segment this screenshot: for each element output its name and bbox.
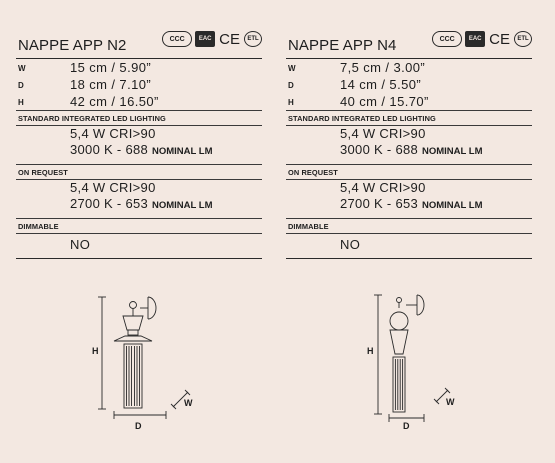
request-unit: NOMINAL LM — [151, 200, 213, 211]
etl-mark-icon: ETL — [514, 31, 532, 47]
dimension-key: H — [18, 98, 24, 107]
standard-lighting-heading: STANDARD INTEGRATED LED LIGHTING — [18, 114, 166, 123]
dimension-row-h — [286, 93, 532, 110]
dimension-row-h — [16, 93, 262, 110]
standard-temp-line — [340, 142, 532, 160]
on-request-values — [16, 180, 262, 214]
certification-marks — [162, 31, 262, 47]
drawing-label-w: W — [446, 397, 455, 407]
etl-mark-icon: ETL — [244, 31, 262, 47]
product-title: NAPPE APP N4 — [288, 37, 397, 54]
spec-header — [286, 0, 532, 58]
request-power: 5,4 W CRI>90 — [340, 180, 426, 195]
request-unit: NOMINAL LM — [421, 200, 483, 211]
dimmable-heading: DIMMABLE — [288, 222, 329, 231]
standard-lighting-heading: STANDARD INTEGRATED LED LIGHTING — [288, 114, 436, 123]
dimmable-value: NO — [70, 237, 91, 252]
technical-drawing-n2 — [88, 290, 238, 440]
drawing-label-h: H — [92, 346, 99, 356]
standard-temp: 3000 K - 688 — [70, 142, 149, 157]
product-spec-n2 — [16, 0, 262, 259]
dimension-row-w — [286, 59, 532, 76]
dimension-row-d — [286, 76, 532, 93]
divider — [286, 258, 532, 259]
product-title: NAPPE APP N2 — [18, 37, 127, 54]
on-request-values — [286, 180, 532, 214]
technical-drawing-n4 — [362, 290, 512, 440]
drawing-label-d: D — [135, 421, 142, 431]
eac-mark-icon: EAC — [465, 31, 485, 47]
drawing-label-h: H — [367, 346, 374, 356]
standard-temp: 3000 K - 688 — [340, 142, 419, 157]
dimmable-heading: DIMMABLE — [18, 222, 59, 231]
dimension-value: 15 cm / 5.90” — [70, 60, 152, 75]
dimension-value: 14 cm / 5.50” — [340, 77, 422, 92]
dimension-value: 18 cm / 7.10” — [70, 77, 152, 92]
ce-mark-icon: CE — [489, 30, 510, 48]
request-power: 5,4 W CRI>90 — [70, 180, 156, 195]
spec-header — [16, 0, 262, 58]
standard-temp-line — [70, 142, 262, 160]
ce-mark-icon: CE — [219, 30, 240, 48]
ccc-mark-icon: CCC — [432, 31, 462, 47]
dimension-key: W — [18, 64, 26, 73]
drawing-label-w: W — [184, 398, 193, 408]
request-temp: 2700 K - 653 — [70, 196, 149, 211]
standard-lighting-values — [16, 126, 262, 160]
dimension-value: 40 cm / 15.70” — [340, 94, 429, 109]
request-temp-line — [340, 196, 532, 214]
divider — [16, 258, 262, 259]
dimension-key: D — [288, 81, 294, 90]
ccc-mark-icon: CCC — [162, 31, 192, 47]
request-temp: 2700 K - 653 — [340, 196, 419, 211]
dimension-key: D — [18, 81, 24, 90]
request-temp-line — [70, 196, 262, 214]
drawing-label-d: D — [403, 421, 410, 431]
dimension-key: H — [288, 98, 294, 107]
dimension-row-d — [16, 76, 262, 93]
dimension-value: 7,5 cm / 3.00” — [340, 60, 426, 75]
standard-unit: NOMINAL LM — [151, 146, 213, 157]
product-spec-n4 — [286, 0, 532, 259]
standard-power: 5,4 W CRI>90 — [70, 126, 156, 141]
certification-marks — [432, 31, 532, 47]
dimmable-value: NO — [340, 237, 361, 252]
dimension-key: W — [288, 64, 296, 73]
on-request-heading: ON REQUEST — [18, 168, 68, 177]
lamp-n2-drawing-icon — [88, 290, 238, 440]
lamp-n4-drawing-icon — [362, 290, 512, 440]
on-request-heading: ON REQUEST — [288, 168, 338, 177]
standard-lighting-values — [286, 126, 532, 160]
dimension-value: 42 cm / 16.50” — [70, 94, 159, 109]
standard-unit: NOMINAL LM — [421, 146, 483, 157]
standard-power: 5,4 W CRI>90 — [340, 126, 426, 141]
eac-mark-icon: EAC — [195, 31, 215, 47]
dimension-row-w — [16, 59, 262, 76]
